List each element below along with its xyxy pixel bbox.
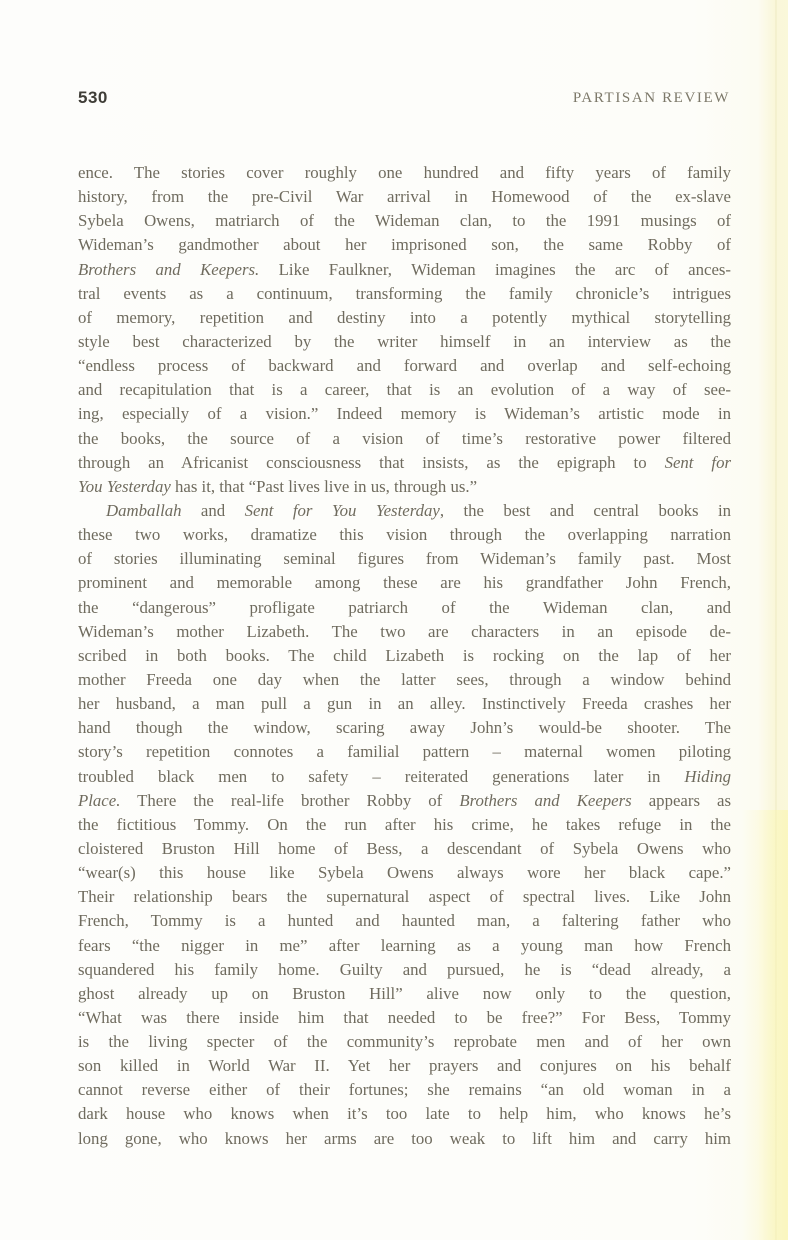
text-line: prominent and memorable among these are his grandfather John French,: [78, 573, 731, 593]
text-line: ghost already up on Bruston Hill” alive now only to the question,: [78, 983, 731, 1003]
text-line: dark house who knows when it’s too late to help him, who knows he’s: [78, 1104, 731, 1124]
text-line: her husband, a man pull a gun in an alley. Instinctively Freeda crashes her: [78, 694, 731, 714]
text-line: scribed in both books. The child Lizabeth is rocking on the lap of her: [78, 645, 731, 665]
text-line: “What was there inside him that needed to be free?” For Bess, Tommy: [78, 1007, 731, 1027]
text-line: Place. There the real-life brother Robby of Brothers and Keepers appears as: [78, 790, 731, 810]
text-line: style best characterized by the writer himself in an interview as the: [78, 331, 731, 351]
text-line: story’s repetition connotes a familial pattern – maternal women piloting: [78, 742, 731, 762]
text-line: cannot reverse either of their fortunes; she remains “an old woman in a: [78, 1080, 731, 1100]
journal-title: PARTISAN REVIEW: [572, 90, 730, 106]
text-line: history, from the pre-Civil War arrival in Homewood of the ex-slave: [78, 187, 731, 207]
text-line: these two works, dramatize this vision through the overlapping narration: [78, 525, 731, 545]
text-line: “endless process of backward and forward and overlap and self-echoing: [78, 356, 731, 376]
text-line: You Yesterday has it, that “Past lives live in us, through us.”: [78, 476, 478, 496]
text-line: through an Africanist consciousness that insists, as the epigraph to Sent for: [78, 452, 732, 472]
text-line: Damballah and Sent for You Yesterday, the best and central books in: [106, 500, 732, 520]
text-line: the fictitious Tommy. On the run after his crime, he takes refuge in the: [78, 814, 731, 834]
text-line: of stories illuminating seminal figures from Wideman’s family past. Most: [78, 549, 731, 569]
text-line: squandered his family home. Guilty and pursued, he is “dead already, a: [78, 959, 731, 979]
body-text: [78, 161, 731, 1151]
text-line: Their relationship bears the supernatural aspect of spectral lives. Like John: [78, 887, 731, 907]
text-line: ing, especially of a vision.” Indeed memory is Wideman’s artistic mode in: [78, 404, 731, 424]
page-corner-tint: [742, 810, 788, 1240]
text-line: Brothers and Keepers. Like Faulkner, Wideman imagines the arc of ances-: [78, 259, 732, 279]
text-line: of memory, repetition and destiny into a potently mythical storytelling: [78, 307, 731, 327]
text-line: Sybela Owens, matriarch of the Wideman clan, to the 1991 musings of: [78, 211, 731, 231]
text-line: French, Tommy is a hunted and haunted man, a faltering father who: [78, 911, 731, 931]
text-line: the books, the source of a vision of time’s restorative power filtered: [78, 428, 731, 448]
text-line: ence. The stories cover roughly one hundred and fifty years of family: [78, 163, 731, 182]
text-line: tral events as a continuum, transforming the family chronicle’s intrigues: [78, 283, 731, 303]
text-line: long gone, who knows her arms are too weak to lift him and carry him: [78, 1128, 731, 1148]
text-line: and recapitulation that is a career, that is an evolution of a way of see-: [78, 380, 731, 400]
text-line: Wideman’s mother Lizabeth. The two are characters in an episode de-: [78, 621, 731, 641]
text-line: son killed in World War II. Yet her prayers and conjures on his behalf: [78, 1056, 731, 1076]
text-line: “wear(s) this house like Sybela Owens always wore her black cape.”: [78, 863, 731, 883]
text-line: cloistered Bruston Hill home of Bess, a descendant of Sybela Owens who: [78, 838, 731, 858]
text-line: hand though the window, scaring away John’s would-be shooter. The: [78, 718, 731, 738]
text-line: mother Freeda one day when the latter sees, through a window behind: [78, 669, 731, 689]
text-line: is the living specter of the community’s reprobate men and of her own: [78, 1032, 731, 1052]
text-line: fears “the nigger in me” after learning as a young man how French: [78, 935, 731, 955]
text-line: troubled black men to safety – reiterated generations later in Hiding: [78, 766, 731, 786]
page-number: 530: [78, 88, 108, 107]
text-line: the “dangerous” profligate patriarch of the Wideman clan, and: [78, 597, 731, 617]
text-line: Wideman’s gandmother about her imprisoned son, the same Robby of: [78, 235, 731, 255]
